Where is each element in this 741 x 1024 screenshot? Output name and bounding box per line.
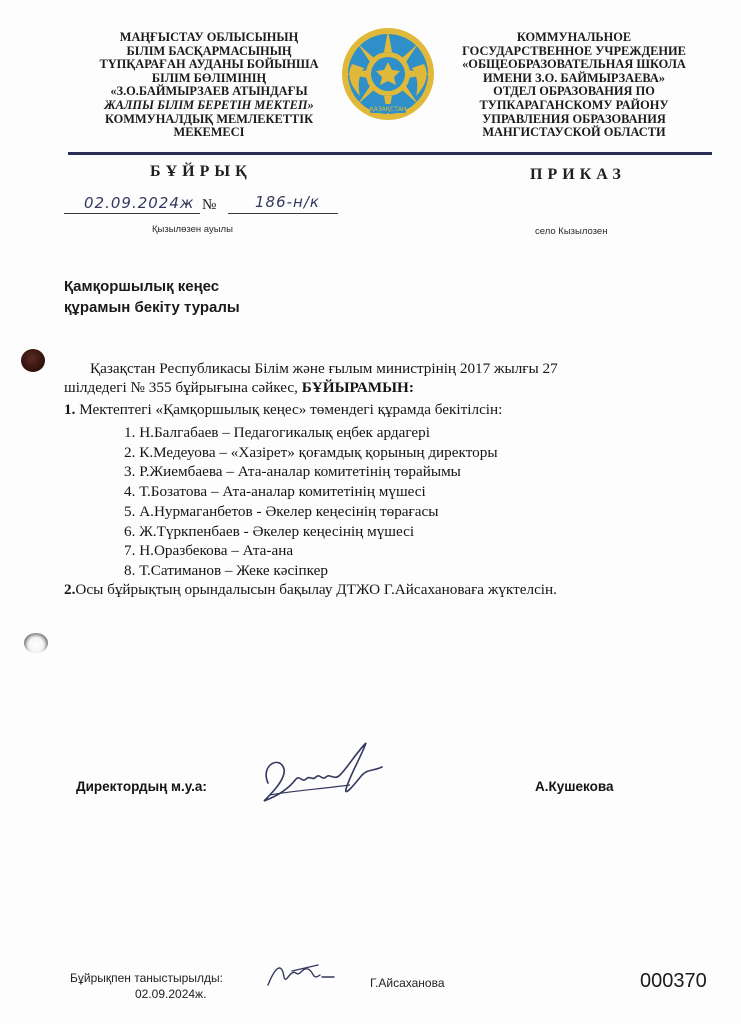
order-title-ru: ПРИКАЗ (530, 166, 626, 183)
order-title-kz: БҰЙРЫҚ (150, 163, 252, 180)
header-ru-line: МАНГИСТАУСКОЙ ОБЛАСТИ (482, 125, 666, 140)
item-text: Мектептегі «Қамқоршылық кеңес» төмендегі құрамда бекітілсін: (75, 401, 503, 418)
order-number-sign: № (202, 197, 217, 213)
header-kz-line: «З.О.БАЙМЫРЗАЕВ АТЫНДАҒЫ (110, 84, 308, 99)
director-name: А.Кушекова (535, 779, 614, 794)
ack-label: Бұйрықпен таныстырылды: (70, 971, 223, 985)
order-number: 186-н/к (255, 193, 320, 211)
header-kz-block (78, 31, 340, 140)
item-number: 1. (64, 401, 76, 418)
header-kz-line: МАҢҒЫСТАУ ОБЛЫСЫНЫҢ (119, 30, 299, 44)
member-item: 1. Н.Балгабаев – Педагогикалық еңбек ардагері (124, 424, 430, 441)
emblem-caption: ҚАЗАҚСТАН (369, 106, 407, 113)
header-kz-line: ТҮПҚАРАҒАН АУДАНЫ БОЙЫНША (99, 57, 319, 72)
order-date: 02.09.2024ж (84, 194, 195, 212)
header-kz-line: БІЛІМ БӨЛІМІНІҢ (151, 70, 267, 85)
number-underline (228, 213, 338, 214)
member-item: 5. А.Нурмаганбетов - Әкелер кеңесінің төрағасы (124, 502, 439, 520)
header-divider (68, 152, 712, 155)
signature-label: Директордың м.у.а: (76, 779, 207, 794)
member-item: 8. Т.Сатиманов – Жеке кәсіпкер (124, 561, 328, 579)
header-ru-block (440, 31, 708, 140)
member-item: 6. Ж.Түркпенбаев - Әкелер кеңесінің мүшесі (124, 522, 415, 540)
members-list (124, 423, 498, 581)
header-kz-line: КОММУНАЛДЫҚ МЕМЛЕКЕТТІК (104, 111, 314, 126)
body-paragraph-line: Қазақстан Республикасы Білім және ғылым министрінің 2017 жылғы 27 (90, 360, 558, 377)
date-underline (64, 213, 200, 214)
binder-hole (24, 633, 48, 653)
member-item: 3. Р.Жиембаева – Ата-аналар комитетінің төрайымы (124, 463, 461, 481)
subject-line: құрамын бекіту туралы (64, 299, 240, 316)
binder-hole (21, 349, 45, 372)
header-ru-line: ГОСУДАРСТВЕННОЕ УЧРЕЖДЕНИЕ (462, 43, 686, 58)
state-emblem (340, 24, 436, 124)
director-signature (250, 735, 390, 820)
member-item: 2. К.Медеуова – «Хазірет» қоғамдық қорының директоры (124, 443, 498, 461)
subject-line: Қамқоршылық кеңес (64, 278, 220, 295)
body-paragraph-line (64, 378, 414, 398)
small-signature-icon (262, 955, 342, 995)
header-kz-line: ЖАЛПЫ БІЛІМ БЕРЕТІН МЕКТЕП» (104, 97, 314, 112)
document-number: 000370 (640, 970, 707, 992)
state-emblem-icon (340, 24, 436, 124)
place-kz: Қызылөзен ауылы (152, 224, 233, 235)
body-directive: БҰЙЫРАМЫН: (301, 379, 414, 396)
header-kz-line: МЕКЕМЕСІ (173, 125, 245, 140)
header-ru-line: КОММУНАЛЬНОЕ (516, 30, 632, 44)
order-subject (64, 276, 240, 318)
item-text: Осы бұйрықтың орындалысын бақылау ДТЖО Г.Айсахановаға жүктелсін. (75, 581, 557, 598)
signature-icon (250, 735, 390, 815)
member-item: 7. Н.Оразбекова – Ата-ана (124, 542, 294, 560)
header-ru-line: ТУПКАРАГАНСКОМУ РАЙОНУ (479, 97, 669, 112)
header-ru-line: «ОБЩЕОБРАЗОВАТЕЛЬНАЯ ШКОЛА (462, 57, 686, 72)
body-text: шілдедегі № 355 бұйрығына сәйкес, (64, 379, 302, 396)
header-ru-line: ОТДЕЛ ОБРАЗОВАНИЯ ПО (493, 84, 655, 99)
header-ru-line: УПРАВЛЕНИЯ ОБРАЗОВАНИЯ (482, 111, 666, 126)
place-ru: село Кызылозен (535, 226, 608, 237)
ack-name: Г.Айсаханова (370, 976, 445, 990)
body-item-1 (64, 400, 502, 420)
ack-signature (262, 955, 342, 1000)
header-ru-line: ИМЕНИ З.О. БАЙМЫРЗАЕВА» (482, 70, 666, 85)
ack-date: 02.09.2024ж. (135, 987, 207, 1001)
header-kz-line: БІЛІМ БАСҚАРМАСЫНЫҢ (126, 43, 292, 58)
member-item: 4. Т.Бозатова – Ата-аналар комитетінің мүшесі (124, 483, 426, 501)
item-number: 2. (64, 581, 76, 598)
body-item-2 (64, 580, 557, 600)
